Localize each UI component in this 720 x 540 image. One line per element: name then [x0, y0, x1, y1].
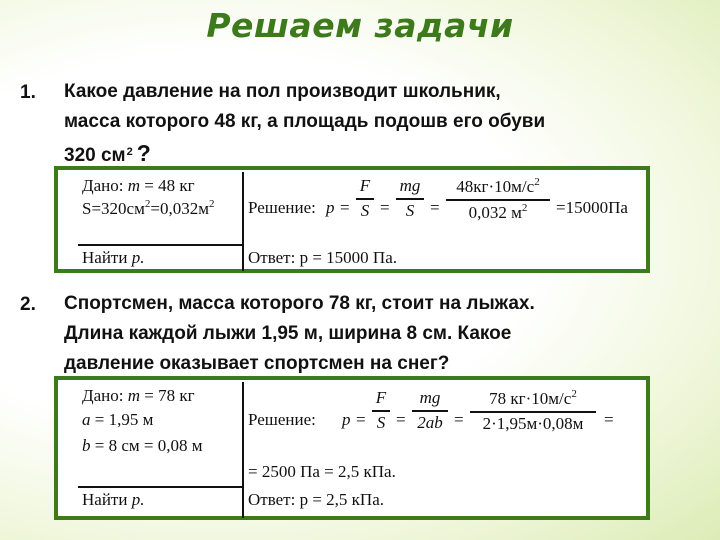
problem-1-number: 1.	[20, 82, 36, 103]
solution-2-answer: Ответ: p = 2,5 кПа.	[248, 490, 384, 509]
problem-2-line-3: давление оказывает спортсмен на снег?	[64, 353, 450, 374]
solution-2-given-3: b = 8 см = 0,08 м	[82, 436, 203, 455]
solution-2-fraction-values	[470, 388, 596, 434]
solution-2-given-2: a = 1,95 м	[82, 410, 154, 429]
solution-1-given-1: Дано: m = 48 кг	[82, 176, 195, 195]
solution-2-fraction-values-num: 78 $кг\cdot 10м/с^2$	[489, 388, 577, 408]
problem-2-line-2: Длина каждой лыжи 1,95 м, ширина 8 см. Какое	[64, 323, 512, 344]
solution-1-result: =15000Па	[556, 198, 628, 217]
solution-2-eq-2: =	[396, 410, 406, 429]
solution-2-fraction-mg-2ab	[412, 388, 448, 433]
solution-2-fraction-f-s-num: F	[375, 388, 387, 407]
problem-1-line-2: масса которого 48 кг, а площадь подошв его обуви	[64, 111, 546, 132]
problem-2-number: 2.	[20, 294, 36, 315]
solution-1-reshenie-label: Решение:	[248, 198, 316, 217]
solution-1-fraction-f-s-den: S	[360, 200, 370, 220]
solution-1-eq-3: =	[430, 198, 440, 217]
problem-1-unit-power: 2	[126, 146, 133, 158]
solution-2-fraction-values-den: 2·1,95м·0,08м	[482, 413, 584, 433]
solution-1-fraction-mg-s-den: S	[405, 200, 415, 220]
problem-1-question-mark: ?	[136, 140, 151, 166]
solution-2-eq-1: =	[356, 410, 366, 429]
problem-1-text	[64, 77, 545, 171]
solution-1-fraction-values-den: 0,032 $м^2$	[468, 201, 528, 222]
solution-2-fraction-f-s-den: S	[376, 412, 386, 432]
solution-1-fraction-f-s	[356, 176, 374, 221]
solution-2-fraction-f-s	[372, 388, 390, 433]
solution-1-panel	[54, 166, 650, 273]
solution-1-answer: Ответ: p = 15000 Па.	[248, 248, 397, 267]
solution-1-fraction-f-s-num: F	[359, 176, 371, 195]
solution-2-find-divider	[78, 486, 242, 488]
problem-2-text	[64, 289, 535, 379]
problem-1-line-3-text: 320 см	[64, 145, 126, 166]
problem-1-line-1: Какое давление на пол производит школьник,	[64, 81, 501, 102]
solution-2-eq-3: =	[454, 410, 464, 429]
solution-1-fraction-values	[446, 176, 550, 223]
solution-2-fraction-mg-2ab-num: mg	[419, 388, 441, 407]
solution-2-panel	[54, 376, 650, 520]
solution-1-find: Найти p.	[82, 248, 145, 267]
solution-1-eq-1: =	[340, 198, 350, 217]
solution-1-fraction-values-num: $48кг\cdot 10м/с^2$	[456, 176, 540, 196]
solution-2-given-1: Дано: m = 78 кг	[82, 386, 195, 405]
solution-1-fraction-mg-s	[396, 176, 424, 221]
slide-title: Решаем задачи	[206, 6, 514, 45]
solution-2-given-divider	[242, 382, 244, 518]
solution-2-fraction-mg-2ab-den: 2ab	[417, 412, 443, 432]
solution-1-given-divider	[242, 172, 244, 271]
solution-1-given-2: $S=320см^2=0,032м^2$	[82, 198, 215, 218]
solution-2-result: = 2500 Па = 2,5 кПа.	[248, 462, 396, 481]
solution-1-p: p	[326, 198, 335, 217]
solution-1-find-divider	[78, 244, 242, 246]
solution-2-p: p	[342, 410, 351, 429]
solution-2-find: Найти p.	[82, 490, 145, 509]
problem-2-line-1: Спортсмен, масса которого 78 кг, стоит на лыжах.	[64, 293, 535, 314]
solution-1-fraction-mg-s-num: mg	[399, 176, 421, 195]
solution-2-reshenie-label: Решение:	[248, 410, 316, 429]
solution-2-eq-4: =	[604, 410, 614, 429]
solution-1-eq-2: =	[380, 198, 390, 217]
